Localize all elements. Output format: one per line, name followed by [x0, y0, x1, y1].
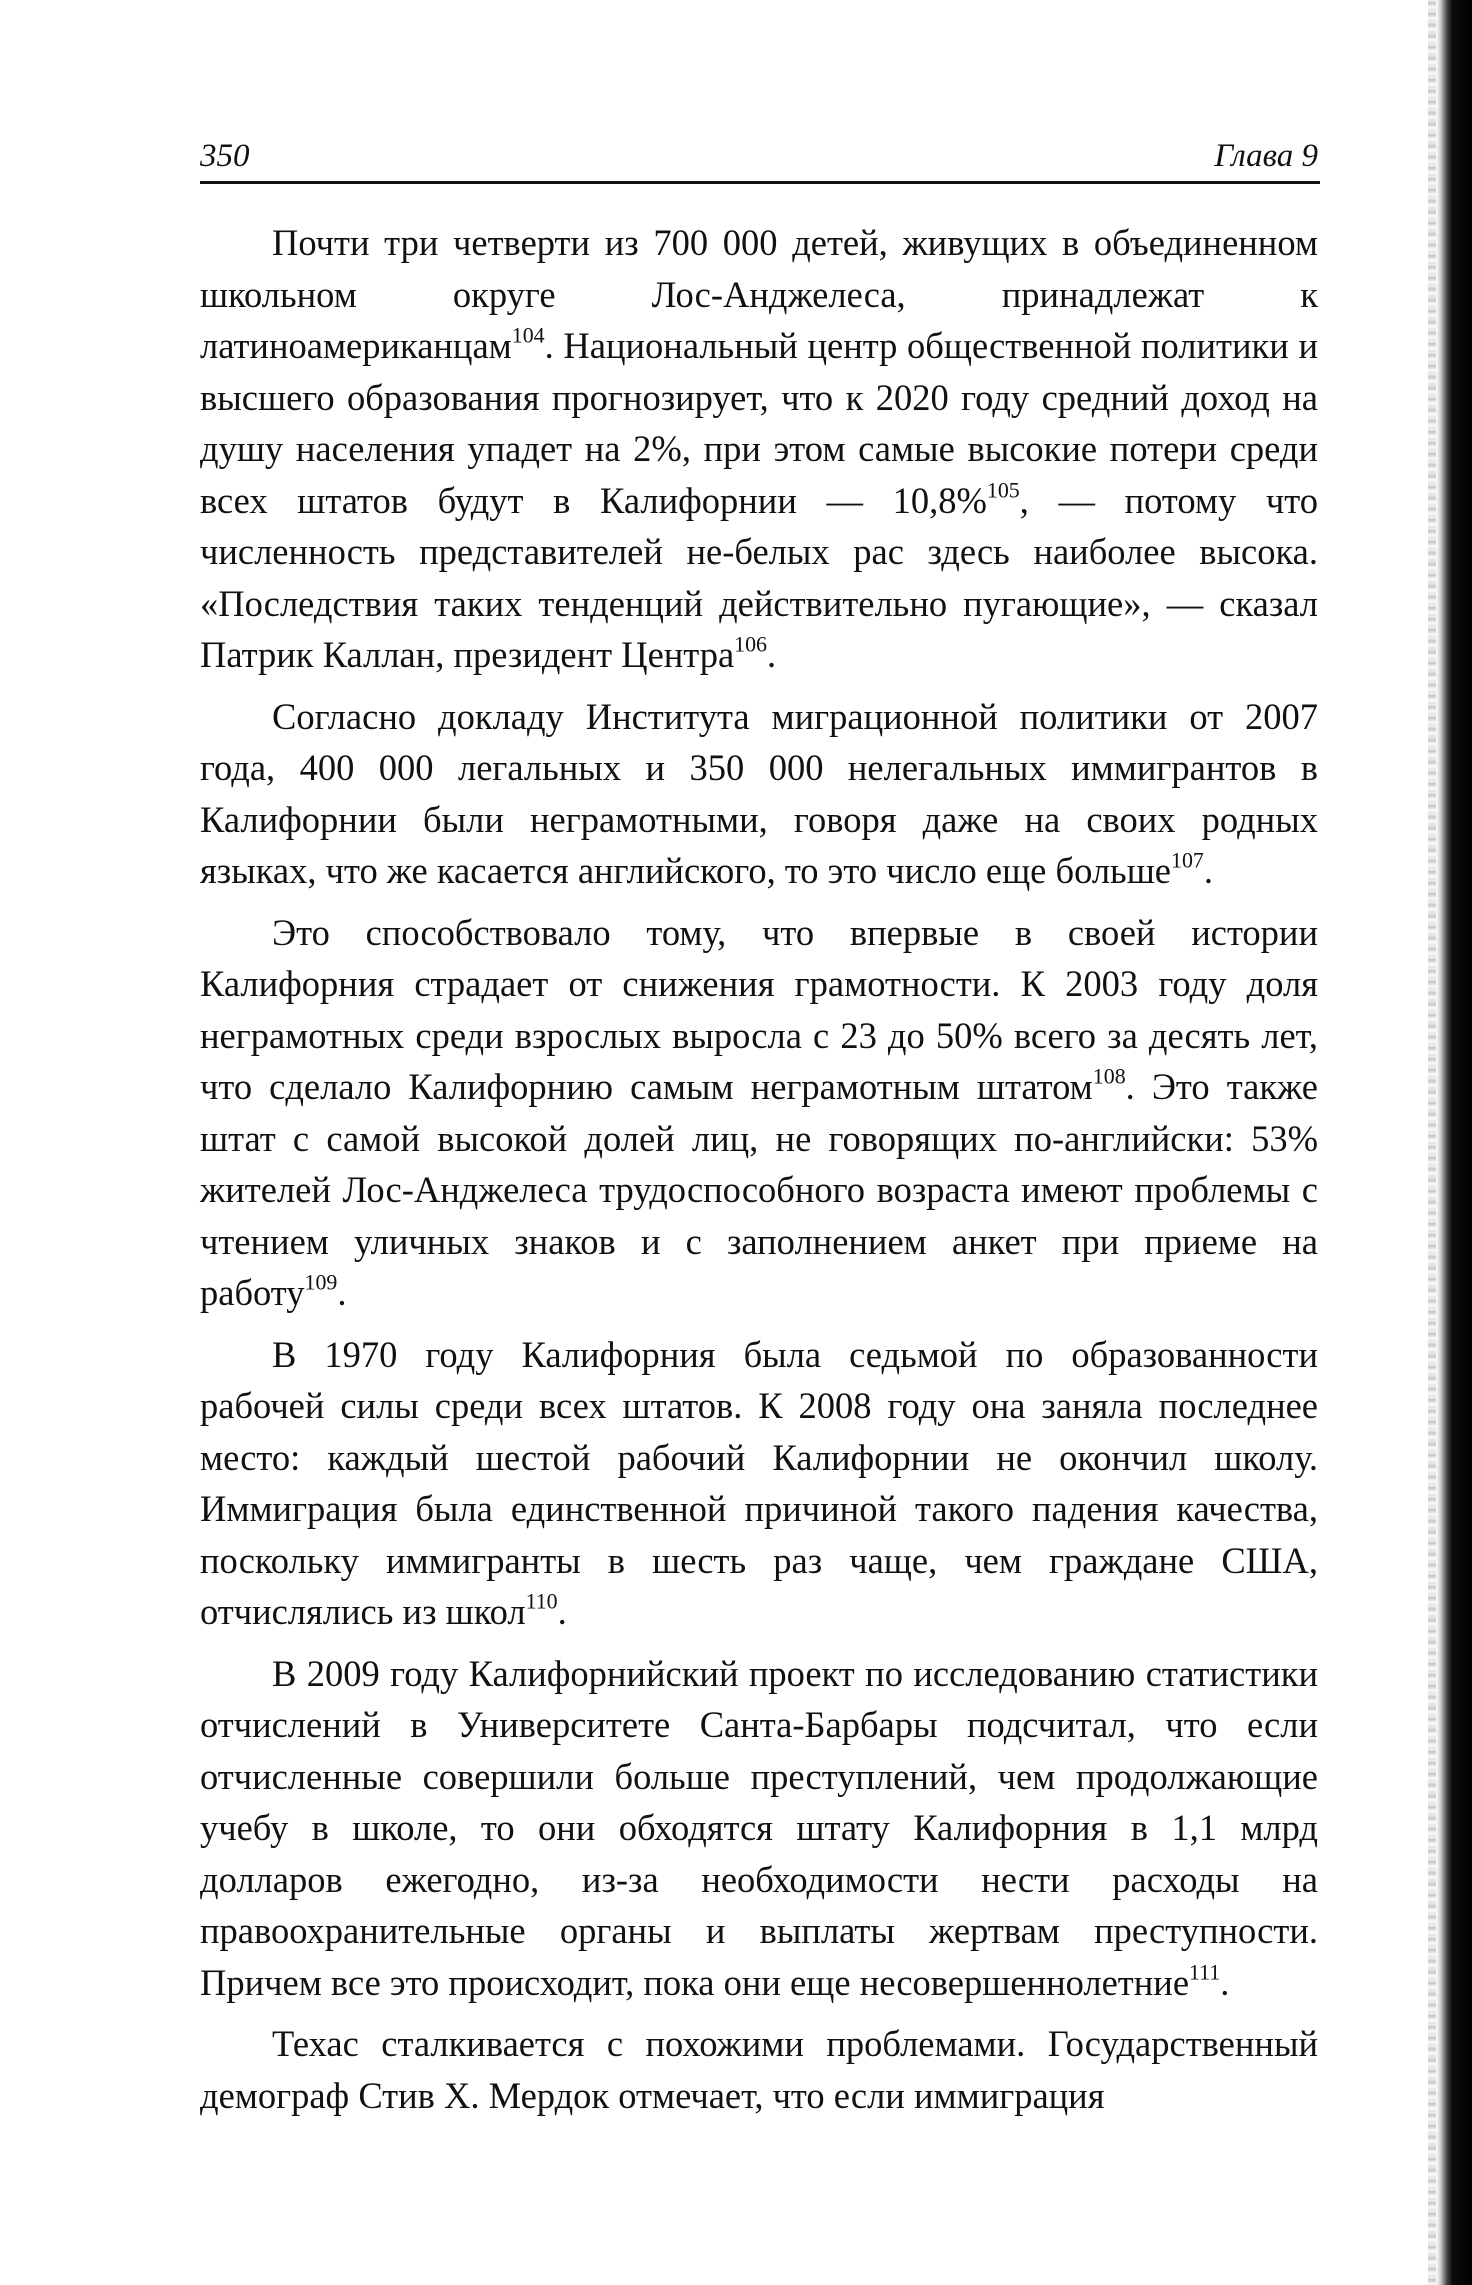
- paragraph: [200, 691, 1318, 897]
- paragraph: [200, 2018, 1318, 2121]
- footnote-ref: 108: [1092, 1063, 1126, 1089]
- footnote-ref: 110: [525, 1588, 558, 1614]
- paragraph-text: , — потому что численность представителей не-белых рас здесь наиболее высока. «Последствия таких тенденций действительно пугающие», — сказал Патрик Каллан, президент Центра: [200, 479, 1318, 675]
- footnote-ref: 106: [734, 631, 767, 657]
- paragraph-text: . Это также штат с самой высокой долей лиц, не говорящих по-английски: 53% жителей Лос-Анджелеса трудоспособного возраста имеют проблемы с чтением уличных знаков и с заполнением анкет при приеме на работу: [200, 1066, 1318, 1313]
- chapter-running-head: Глава 9: [1214, 138, 1318, 174]
- paragraph-text: .: [557, 1591, 567, 1632]
- footnote-ref: 107: [1171, 847, 1204, 873]
- paragraph: [200, 1329, 1318, 1638]
- footnote-ref: 109: [304, 1269, 338, 1295]
- paragraph-text: Согласно докладу Института миграционной политики от 2007 года, 400 000 легальных и 350 000 нелегальных иммигрантов в Калифорнии были неграмотными, говоря даже на своих родных языках, что же касается английского, то это число еще больше: [200, 695, 1318, 891]
- footnote-ref: 104: [511, 322, 545, 348]
- page-number: 350: [200, 138, 250, 174]
- paragraph: [200, 217, 1318, 681]
- paragraph-text: В 2009 году Калифорнийский проект по исследованию статистики отчислений в Университете Санта-Барбары подсчитал, что если отчисленные совершили больше преступлений, чем продолжающие учебу в школе, то они обходятся штату Калифорния в 1,1 млрд долларов ежегодно, из-за необходимости нести расходы на правоохранительные органы и выплаты жертвам преступности. Причем все это происходит, пока они еще несовершеннолетние: [200, 1652, 1318, 2003]
- paragraph-text: Техас сталкивается с похожими проблемами. Государственный демограф Стив Х. Мердок отмечает, что если иммиграция: [200, 2023, 1318, 2116]
- paragraph-text: Почти три четверти из 700 000 детей, живущих в объединенном школьном округе Лос-Анджелеса, принадлежат к латиноамериканцам: [200, 222, 1318, 366]
- page-header: [200, 136, 1318, 182]
- footnote-ref: 111: [1189, 1959, 1221, 1985]
- header-rule: [200, 181, 1320, 184]
- paragraph-text: . Национальный центр общественной политики и высшего образования прогнозирует, что к 2020 году средний доход на душу населения упадет на 2%, при этом самые высокие потери среди всех штатов будут в Калифорнии — 10,8%: [200, 325, 1318, 521]
- paragraph-text: .: [337, 1272, 347, 1313]
- paragraph-text: В 1970 году Калифорния была седьмой по образованности рабочей силы среди всех штатов. К 2008 году она заняла последнее место: каждый шестой рабочий Калифорнии не окончил школу. Иммиграция была единственной причиной такого падения качества, поскольку иммигранты в шесть раз чаще, чем граждане США, отчислялись из школ: [200, 1333, 1318, 1632]
- paragraph-text: .: [1220, 1961, 1230, 2003]
- paragraph-text: .: [1203, 850, 1213, 891]
- scan-edge-texture: [1428, 0, 1436, 2285]
- footnote-ref: 105: [986, 477, 1020, 503]
- paragraph: [200, 1648, 1318, 2009]
- paragraph-text: .: [767, 634, 777, 675]
- paragraph: [200, 907, 1318, 1319]
- body-text: [200, 217, 1318, 2121]
- paragraph-text: Это способствовало тому, что впервые в своей истории Калифорния страдает от снижения грамотности. К 2003 году доля неграмотных среди взрослых выросла с 23 до 50% всего за десять лет, что сделало Калифорнию самым неграмотным штатом: [200, 911, 1318, 1107]
- scan-edge-shadow: [1436, 0, 1472, 2285]
